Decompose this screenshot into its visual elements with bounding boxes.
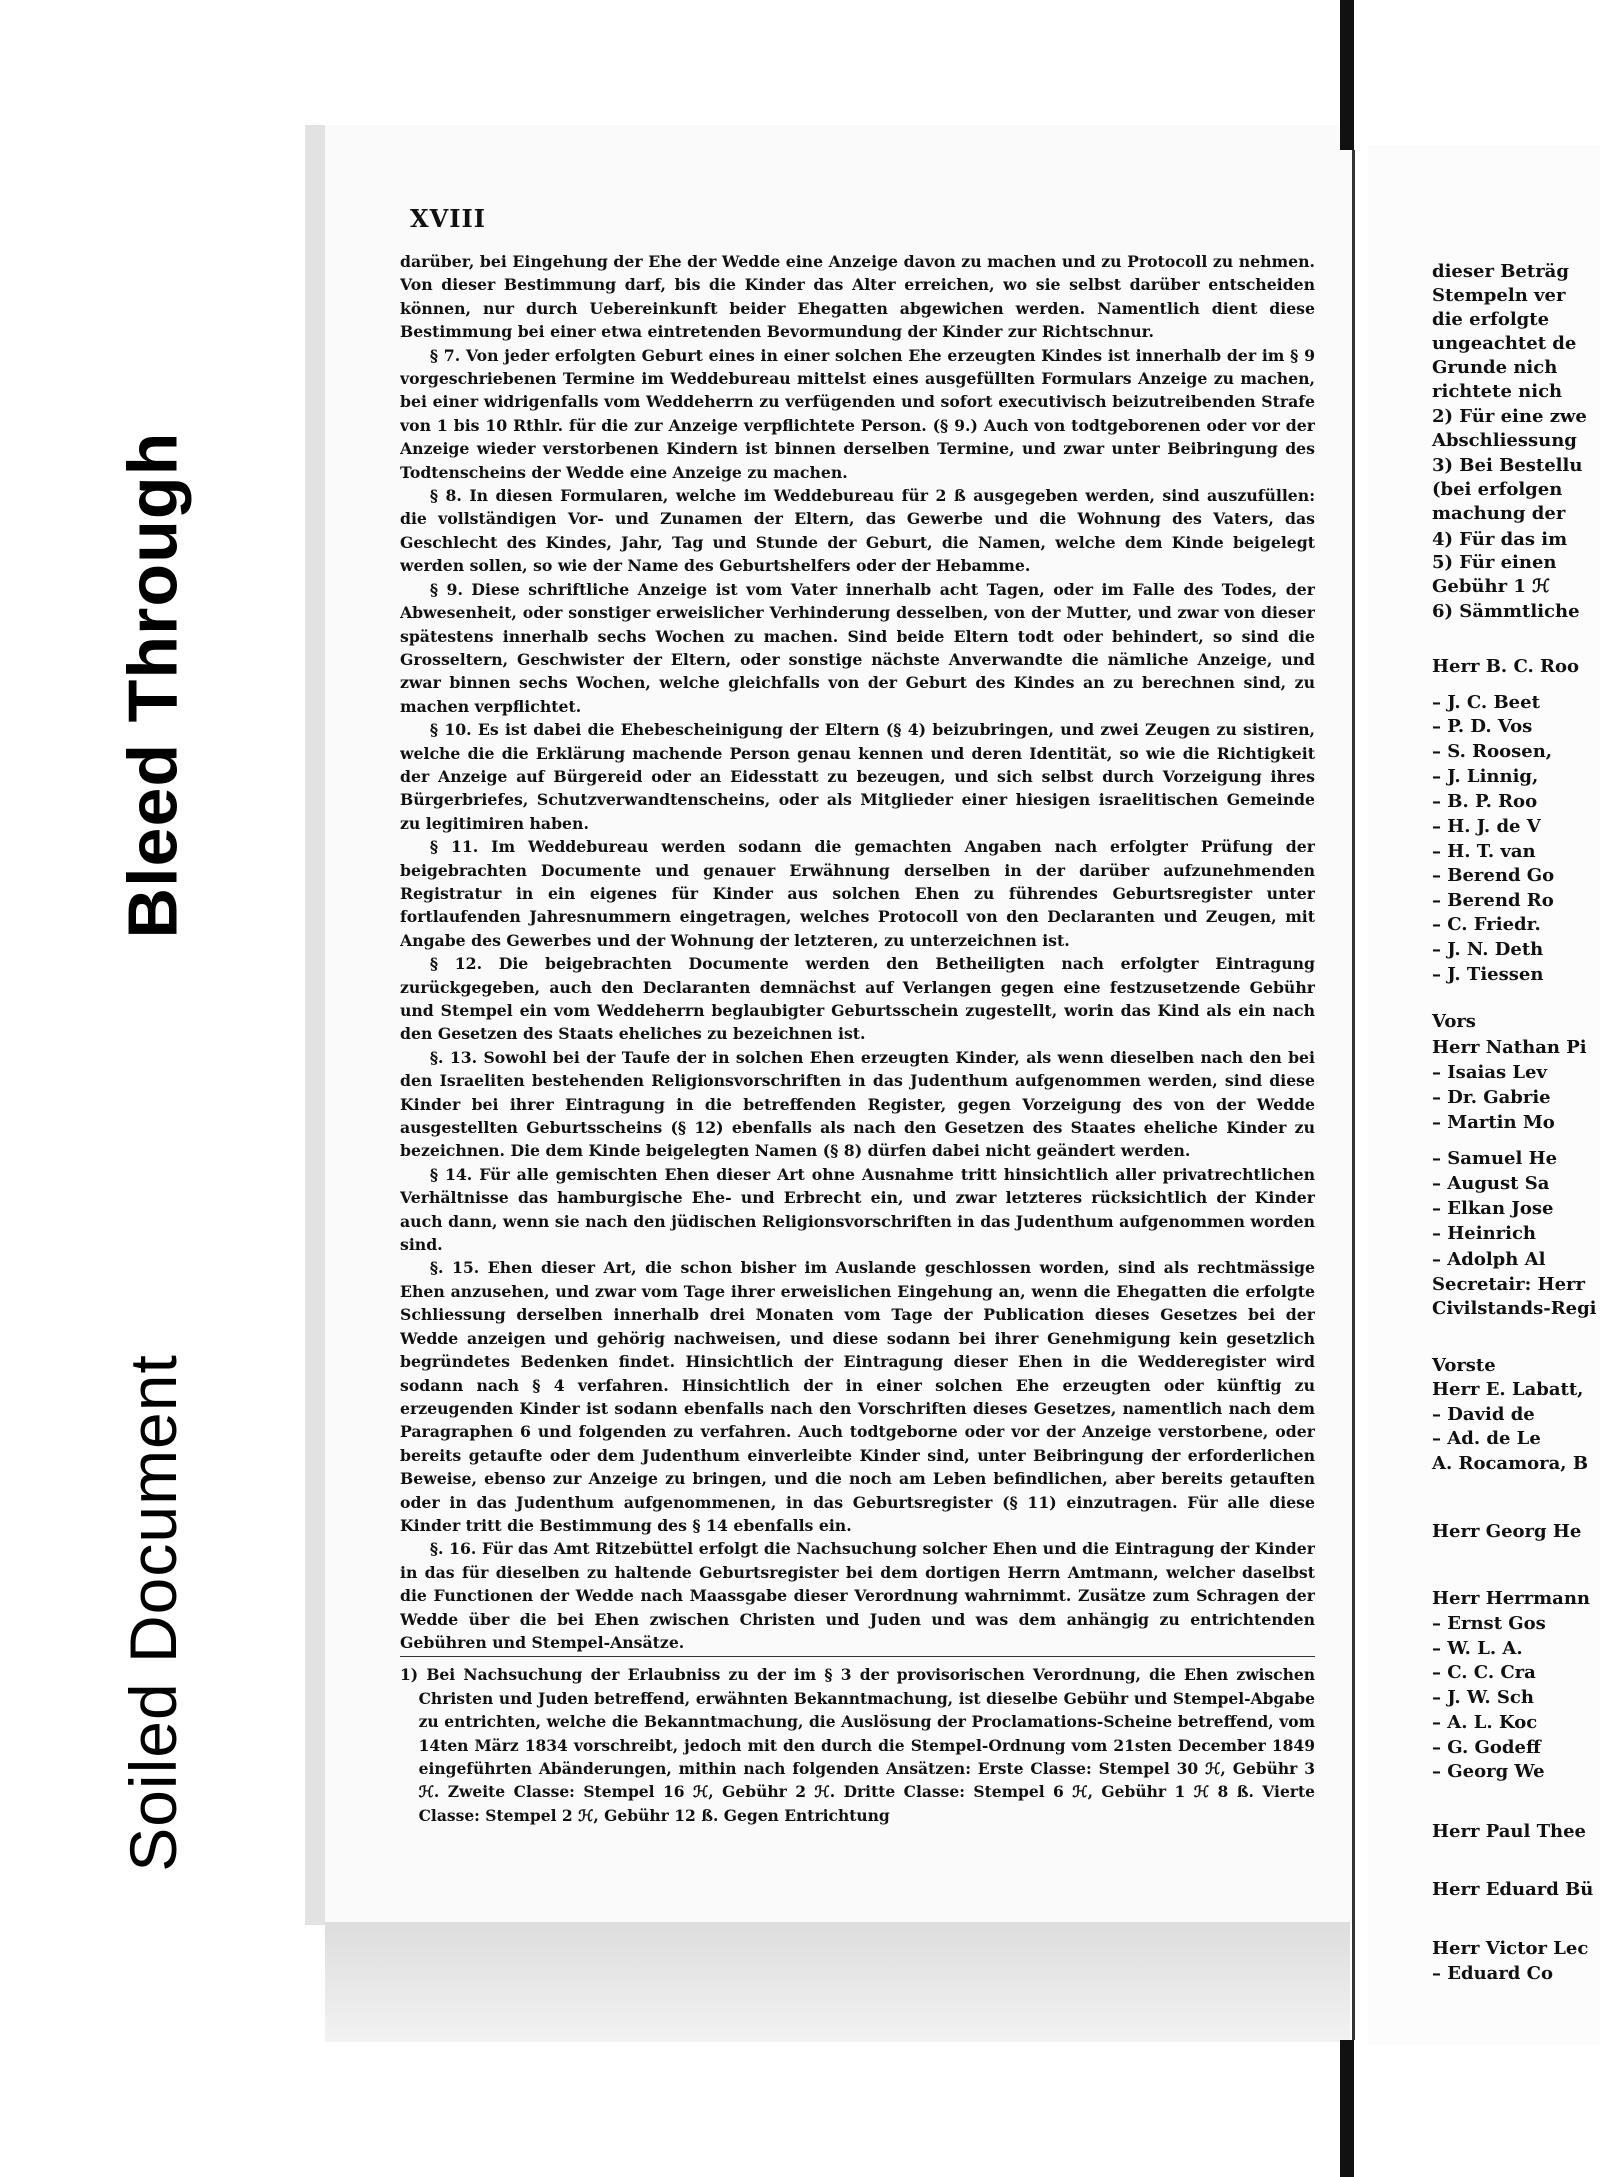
paragraph-section-9: § 9. Diese schriftliche Anzeige ist vom Vater innerhalb acht Tagen, oder im Falle des Todes, der Abwesenheit, oder sonstiger erweislicher Verhinderung desselben, von der Mutter, und zwar von dieser spätestens innerhalb sechs Wochen zu machen. Sind beide Eltern todt oder behindert, so sind die Grosseltern, Geschwister der Eltern, oder sonstige nächste Anverwandte die nämliche Anzeige, und zwar binnen sechs Wochen, welche gleichfalls von der Geburt des Kindes an zu berechnen sind, zu machen verpflichtet. [400, 579, 1315, 716]
page-bottom-edge [325, 1922, 1350, 2042]
paragraph-section-16: §. 16. Für das Amt Ritzebüttel erfolgt die Nachsuchung solcher Ehen und die Eintragung der Kinder in das für dieselben zu haltende Geburtsregister bei dem dortigen Herrn Amtmann, welcher daselbst die Functionen der Wedde nach Maassgabe dieser Verordnung wahrnimmt. Zusätze zum Schragen der Wedde über die bei Ehen zwischen Christen und Juden und was dem anhängig zu entrichtenden Gebühren und Stempel-Ansätze. [400, 1539, 1315, 1652]
right-page-line: – J. Tiessen [1432, 964, 1544, 985]
right-page-line: dieser Beträg [1432, 261, 1569, 282]
bleed-through-label-panel [0, 385, 305, 985]
right-page-line: – Samuel He [1432, 1148, 1558, 1169]
right-page-line: – H. J. de V [1432, 816, 1541, 837]
right-page-line: Grunde nich [1432, 357, 1558, 378]
right-page-line: Herr Paul Thee [1432, 1821, 1586, 1842]
right-page-line: Secretair: Herr [1432, 1274, 1585, 1295]
paragraph-section-8: § 8. In diesen Formularen, welche im Weddebureau für 2 ß ausgegeben werden, sind auszufüllen: die vollständigen Vor- und Zunamen der Eltern, das Gewerbe und die Wohnung des Vaters, das Geschlecht des Kindes, Jahr, Tag und Stunde der Geburt, die Namen, welche dem Kinde beigelegt werden sollen, so wie der Name des Geburtshelfers oder der Hebamme. [400, 486, 1315, 576]
right-page-line: – J. N. Deth [1432, 939, 1544, 960]
right-page-line: – Martin Mo [1432, 1112, 1555, 1133]
right-page-line: Gebühr 1 ℋ [1432, 576, 1550, 597]
right-page-line: Vors [1432, 1011, 1476, 1032]
paragraph-section-13: §. 13. Sowohl bei der Taufe der in solchen Ehen erzeugten Kinder, als wenn dieselben nach den bei den Israeliten bestehenden Religionsvorschriften in das Judenthum aufgenommen werden, sind diese Kinder bei ihrer Eintragung in die betreffenden Register, gegen Vorzeigung des von der Wedde ausgestellten Geburtsscheins (§ 12) ebenfalls als nach den Gesetzen des Staates eheliche Kinder zu bezeichnen. Die dem Kinde beigelegten Namen (§ 8) dürfen dabei nicht geändert werden. [400, 1047, 1315, 1161]
right-page-line: – Ad. de Le [1432, 1428, 1541, 1449]
right-page-line: 6) Sämmtliche [1432, 601, 1580, 622]
right-page-line: Civilstands-Regi [1432, 1298, 1597, 1319]
book-spine-bottom [1340, 2040, 1354, 2177]
right-page-line: – P. D. Vos [1432, 716, 1533, 737]
right-page-line: Herr Eduard Bü [1432, 1879, 1594, 1900]
paragraph-intro: darüber, bei Eingehung der Ehe der Wedde eine Anzeige davon zu machen und zu Protocoll zu nehmen. Von dieser Bestimmung darf, bis die Kinder das Alter erreichen, wo sie selbst darüber entscheiden können, nur durch Uebereinkunft beider Ehegatten abgewichen werden. Namentlich dient diese Bestimmung bei einer etwa eintretenden Bevormundung der Kinder zur Richtschnur. [400, 252, 1315, 342]
left-page-text [400, 250, 1315, 1890]
right-page-line: – W. L. A. [1432, 1638, 1523, 1659]
right-page-line: Herr Georg He [1432, 1521, 1582, 1542]
right-page-line: – Georg We [1432, 1761, 1545, 1782]
right-page-line: – C. Friedr. [1432, 914, 1541, 935]
right-page-line: – C. C. Cra [1432, 1662, 1536, 1683]
page-gutter-shadow [305, 125, 325, 1925]
right-page-line: Herr Nathan Pi [1432, 1037, 1587, 1058]
right-page-line: – J. Linnig, [1432, 766, 1539, 787]
right-page-line: – David de [1432, 1404, 1535, 1425]
footnote: 1) Bei Nachsuchung der Erlaubniss zu der im § 3 der provisorischen Verordnung, die Ehen zwischen Christen und Juden betreffend, erwähnten Bekanntmachung, ist dieselbe Gebühr und Stempel-Abgabe zu entrichten, welche die Bekanntmachung, die Auslösung der Proclamations-Scheine betreffend, vom 14ten März 1834 vorschreibt, jedoch mit den durch die Stempel-Ordnung vom 21sten December 1849 eingeführten Abänderungen, mithin nach folgenden Ansätzen: Erste Classe: Stempel 30 ℋ, Gebühr 3 ℋ. Zweite Classe: Stempel 16 ℋ, Gebühr 2 ℋ. Dritte Classe: Stempel 6 ℋ, Gebühr 1 ℋ 8 ß. Vierte Classe: Stempel 2 ℋ, Gebühr 12 ß. Gegen Entrichtung [400, 1656, 1315, 1827]
right-page-line: Herr Herrmann [1432, 1588, 1591, 1609]
right-page-line: Stempeln ver [1432, 285, 1566, 306]
right-page-line: 2) Für eine zwe [1432, 406, 1587, 427]
right-page-line: – A. L. Koc [1432, 1712, 1538, 1733]
right-page-line: – Ernst Gos [1432, 1613, 1546, 1634]
right-page-line: – G. Godeff [1432, 1737, 1541, 1758]
right-page-line: Abschliessung [1432, 430, 1577, 451]
right-page-line: – Berend Ro [1432, 890, 1554, 911]
right-page-line: 3) Bei Bestellu [1432, 455, 1583, 476]
soiled-document-label: Soiled Document [115, 1353, 190, 1872]
book-spine-top [1340, 0, 1354, 150]
paragraph-section-14: § 14. Für alle gemischten Ehen dieser Art ohne Ausnahme tritt hinsichtlich aller privatrechtlichen Verhältnisse das hamburgische Ehe- und Erbrecht ein, und zwar letzteres rücksichtlich der Kinder auch dann, wenn sie nach den jüdischen Religionsvorschriften in das Judenthum aufgenommen worden sind. [400, 1164, 1315, 1255]
paragraph-section-12: § 12. Die beigebrachten Documente werden den Betheiligten nach erfolgter Eintragung zurückgegeben, auch den Declaranten demnächst auf Verlangen gegen eine festzusetzende Gebühr und Stempel ein vom Weddeherrn beglaubigter Geburtsschein zugestellt, worin das Kind als ein nach den Gesetzen des Staats eheliches zu bezeichnen ist. [400, 954, 1315, 1044]
bleed-through-label: Bleed Through [113, 431, 192, 939]
right-page-line: – August Sa [1432, 1173, 1550, 1194]
right-page-line: die erfolgte [1432, 309, 1550, 330]
right-page-line: – Heinrich [1432, 1223, 1537, 1244]
right-page-line: richtete nich [1432, 381, 1563, 402]
right-page-line: – Elkan Jose [1432, 1198, 1554, 1219]
right-page-line: – Berend Go [1432, 865, 1555, 886]
right-page-line: – Eduard Co [1432, 1963, 1553, 1984]
right-page-line: – B. P. Roo [1432, 791, 1538, 812]
right-page-line: – Dr. Gabrie [1432, 1087, 1551, 1108]
right-page-line: 4) Für das im [1432, 529, 1568, 550]
right-page-line: ungeachtet de [1432, 333, 1577, 354]
right-page-line: – H. T. van [1432, 841, 1536, 862]
book-spine-line [1352, 150, 1355, 2040]
right-page-line: – J. C. Beet [1432, 692, 1540, 713]
right-page-line: – Isaias Lev [1432, 1062, 1547, 1083]
soiled-document-label-panel [0, 1245, 305, 1980]
right-page-line: machung der [1432, 503, 1566, 524]
right-page-line: Vorste [1432, 1355, 1496, 1376]
paragraph-section-15: §. 15. Ehen dieser Art, die schon bisher im Auslande geschlossen worden, sind als rechtmässige Ehen anzusehen, und zwar vom Tage ihrer erweislichen Eingehung an, wenn die Ehegatten die erfolgte Schliessung derselben innerhalb drei Monaten vom Tage der Publication dieses Gesetzes bei der Wedde anzeigen und gehörig nachweisen, und diese sodann bei ihrer Genehmigung kein gesetzlich begründetes Bedenken findet. Hinsichtlich der Eintragung dieser Ehen in die Wedderegister wird sodann nach § 4 verfahren. Hinsichtlich der in einer solchen Ehe erzeugten oder künftig zu erzeugenden Kinder ist sodann ebenfalls nach den Vorschriften dieses Gesetzes, namentlich nach dem Paragraphen 6 und folgenden zu verfahren. Auch todtgeborne oder vor der Anzeige verstorbene, oder bereits getaufte oder dem Judenthum einverleibte Kinder sind, unter Beibringung der erforderlichen Beweise, ebenso zur Anzeige zu bringen, und die noch am Leben befindlichen, aber bereits getauften oder in das Judenthum aufgenommenen, in das Geburtsregister (§ 11) einzutragen. Für alle diese Kinder tritt die Bestimmung des § 14 ebenfalls ein. [400, 1258, 1315, 1535]
right-page-line: – S. Roosen, [1432, 741, 1553, 762]
right-page-line: A. Rocamora, B [1432, 1453, 1589, 1474]
paragraph-section-10: § 10. Es ist dabei die Ehebescheinigung der Eltern (§ 4) beizubringen, und zwei Zeugen zu sistiren, welche die die Erklärung machende Person genau kennen und deren Identität, so wie die Richtigkeit der Anzeige auf Bürgereid oder an Eidesstatt zu bezeugen, und sich selbst durch Vorzeigung ihres Bürgerbriefes, Schutzverwandtenscheins, oder als Mitglieder einer hiesigen israelitischen Gemeinde zu legitimiren haben. [400, 720, 1315, 833]
paragraph-section-7: § 7. Von jeder erfolgten Geburt eines in einer solchen Ehe erzeugten Kindes ist innerhalb der im § 9 vorgeschriebenen Termine im Weddebureau mittelst eines ausgefüllten Formulars Anzeige zu machen, bei einer widrigenfalls vom Weddeherrn zu verfügenden und sofort executivisch beizutreibenden Strafe von 1 bis 10 Rthlr. für die zur Anzeige verpflichtete Person. (§ 9.) Auch von todtgeborenen oder vor der Anzeige wieder verstorbenen Kindern ist binnen derselben Termine, und zwar unter Beibringung des Todtenscheins der Wedde eine Anzeige zu machen. [400, 345, 1315, 482]
right-page-line: Herr B. C. Roo [1432, 656, 1579, 677]
right-page-line: – Adolph Al [1432, 1249, 1546, 1270]
paragraph-section-11: § 11. Im Weddebureau werden sodann die gemachten Angaben nach erfolgter Prüfung der beigebrachten Documente und genauer Erwähnung derselben in der darüber aufzunehmenden Registratur in ein eigenes für Kinder aus solchen Ehen zu führendes Geburtsregister unter fortlaufenden Jahresnummern eingetragen, welches Protocoll von den Declaranten und Zeugen, mit Angabe des Gewerbes und der Wohnung der letzteren, zu unterzeichnen ist. [400, 837, 1315, 950]
right-page-line: Herr Victor Lec [1432, 1938, 1589, 1959]
right-page-line: 5) Für einen [1432, 552, 1557, 573]
right-page-line: (bei erfolgen [1432, 479, 1563, 500]
page-number: XVIII [410, 204, 486, 233]
right-page-line: – J. W. Sch [1432, 1687, 1534, 1708]
right-page-line: Herr E. Labatt, [1432, 1379, 1584, 1400]
